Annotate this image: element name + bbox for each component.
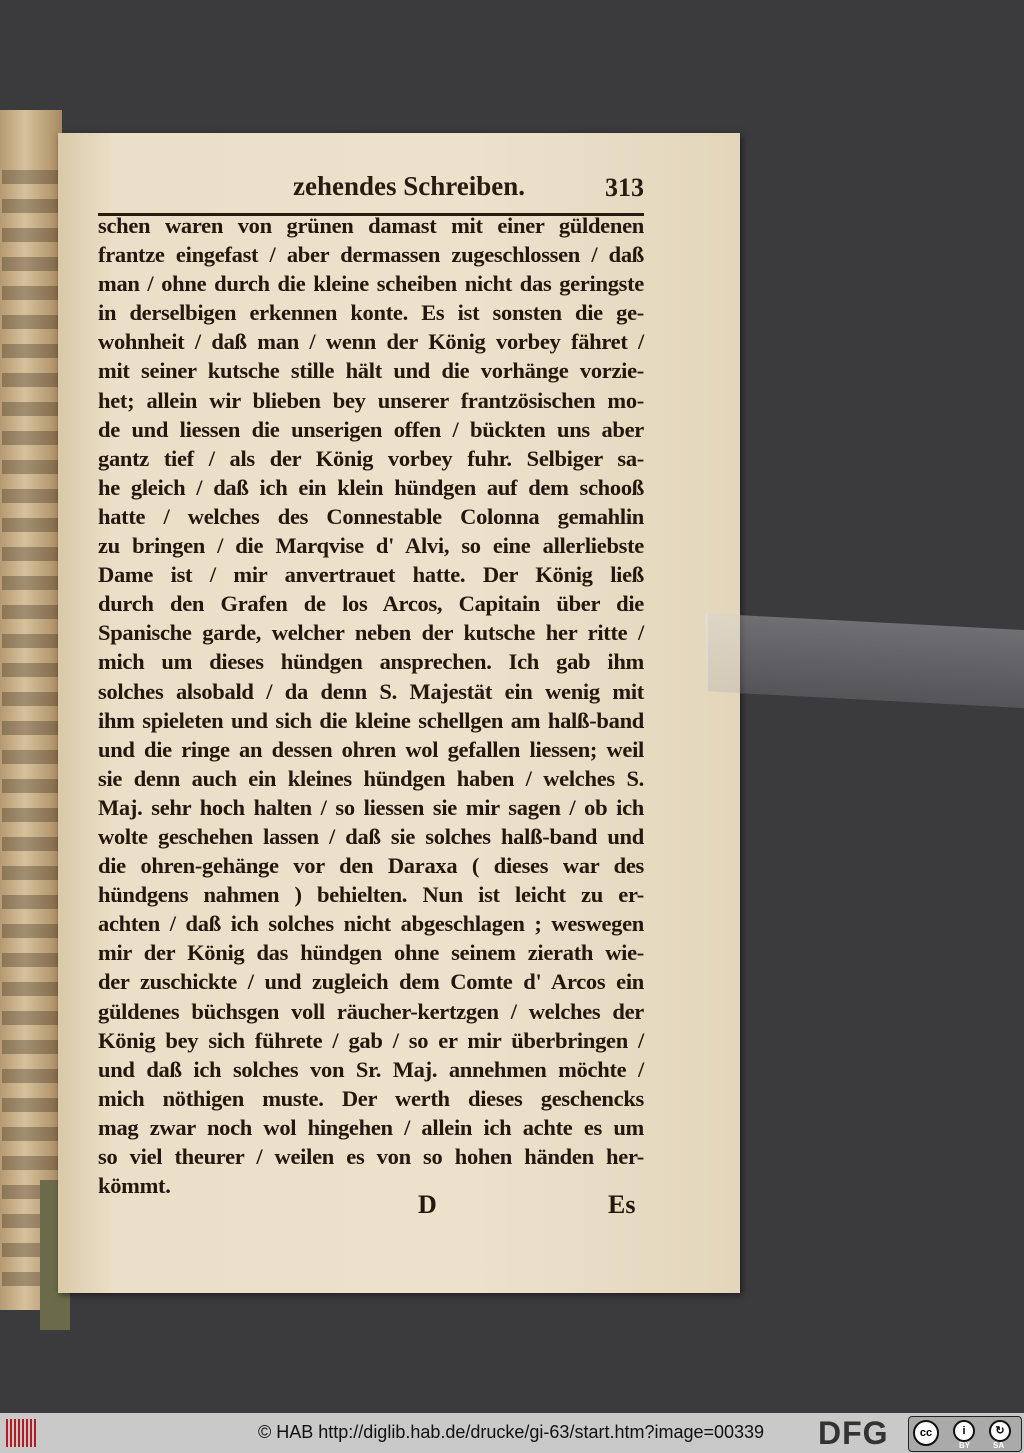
text-line: solches alsobald / da denn S. Majestät ein wenig mit [98,678,644,704]
text-line: mich nöthigen muste. Der werth dieses geschencks [98,1085,644,1111]
footer-bar [0,1413,1024,1453]
text-line: die ohren-gehänge vor den Daraxa ( dieses war des [98,853,644,879]
catchword: Es [608,1190,636,1219]
text-line: so viel theurer / weilen es von so hohen händen her- [98,1144,644,1169]
page-header [98,171,644,211]
text-line: wohnheit / daß man / wenn der König vorbey fähret / [98,329,644,355]
text-line: wolte geschehen lassen / daß sie solches halß-band und [98,823,644,849]
text-line: hündgens nahmen ) behielten. Nun ist leicht zu er- [98,882,644,908]
text-line: mag zwar noch wol hingehen / allein ich achte es um [98,1114,644,1140]
text-line: der zuschickte / und zugleich dem Comte d' Arcos ein [98,969,644,995]
book-page [58,133,740,1293]
text-line: zu bringen / die Marqvise d' Alvi, so eine allerliebste [98,533,644,559]
dfg-logo: DFG [818,1415,889,1451]
text-line: mir der König das hündgen ohne seinem zierath wie- [98,940,644,966]
text-line: gantz tief / als der König vorbey fuhr. Selbiger sa- [98,445,644,471]
text-line: achten / daß ich solches nicht abgeschlagen ; weswegen [98,911,644,937]
text-line: kömmt. [98,1173,171,1199]
share-alike-icon: ↻ [989,1420,1011,1442]
text-line: hatte / welches des Connestable Colonna gemahlin [98,503,644,529]
hab-logo-icon [6,1419,36,1447]
signature-mark: D [418,1190,437,1219]
text-line: schen waren von grünen damast mit einer güldenen [98,213,644,238]
previous-page-edge [0,110,62,1310]
page-holder-strip [705,613,1024,708]
by-label: BY [959,1441,971,1450]
text-line: man / ohne durch die kleine scheiben nicht das geringste [98,271,644,297]
text-line: und die ringe an dessen ohren wol gefallen liessen; weil [98,736,644,762]
text-line: mit seiner kutsche stille hält und die vorhänge vorzie- [98,358,644,384]
text-line: he gleich / daß ich ein klein hündgen auf dem schooß [98,474,644,500]
previous-page-text-fragment [2,170,58,1290]
text-line: sie denn auch ein kleines hündgen haben / welches S. [98,765,644,791]
cc-license-badge[interactable] [908,1416,1022,1452]
page-number: 313 [605,173,644,202]
copyright-link[interactable]: © HAB http://diglib.hab.de/drucke/gi-63/start.htm?image=00339 [258,1422,765,1442]
attribution-icon: i [953,1420,975,1442]
text-line: Maj. sehr hoch halten / so liessen sie mir sagen / ob ich [98,794,644,820]
text-line: Dame ist / mir anvertrauet hatte. Der König ließ [98,562,644,588]
text-line: güldenes büchsgen voll räucher-kertzgen / welches der [98,998,644,1024]
text-line: Spanische garde, welcher neben der kutsche her ritte / [98,620,644,646]
text-line: und daß ich solches von Sr. Maj. annehmen möchte / [98,1056,644,1082]
running-title: zehendes Schreiben. [293,171,526,201]
body-text [98,211,644,1200]
text-line: de und liessen die unserigen offen / bückten uns aber [98,416,644,442]
text-line: mich um dieses hündgen ansprechen. Ich gab ihm [98,649,644,675]
text-line: in derselbigen erkennen konte. Es ist sonsten die ge- [98,300,644,326]
text-line: durch den Grafen de los Arcos, Capitain über die [98,591,644,617]
cc-icon: cc [913,1420,939,1446]
text-line: frantze eingefast / aber dermassen zugeschlossen / daß [98,242,644,268]
sa-label: SA [993,1441,1005,1450]
text-line: König bey sich führete / gab / so er mir überbringen / [98,1027,644,1053]
text-line: het; allein wir blieben bey unserer frantzösischen mo- [98,387,644,413]
text-line: ihm spieleten und sich die kleine schellgen am halß-band [98,707,644,733]
